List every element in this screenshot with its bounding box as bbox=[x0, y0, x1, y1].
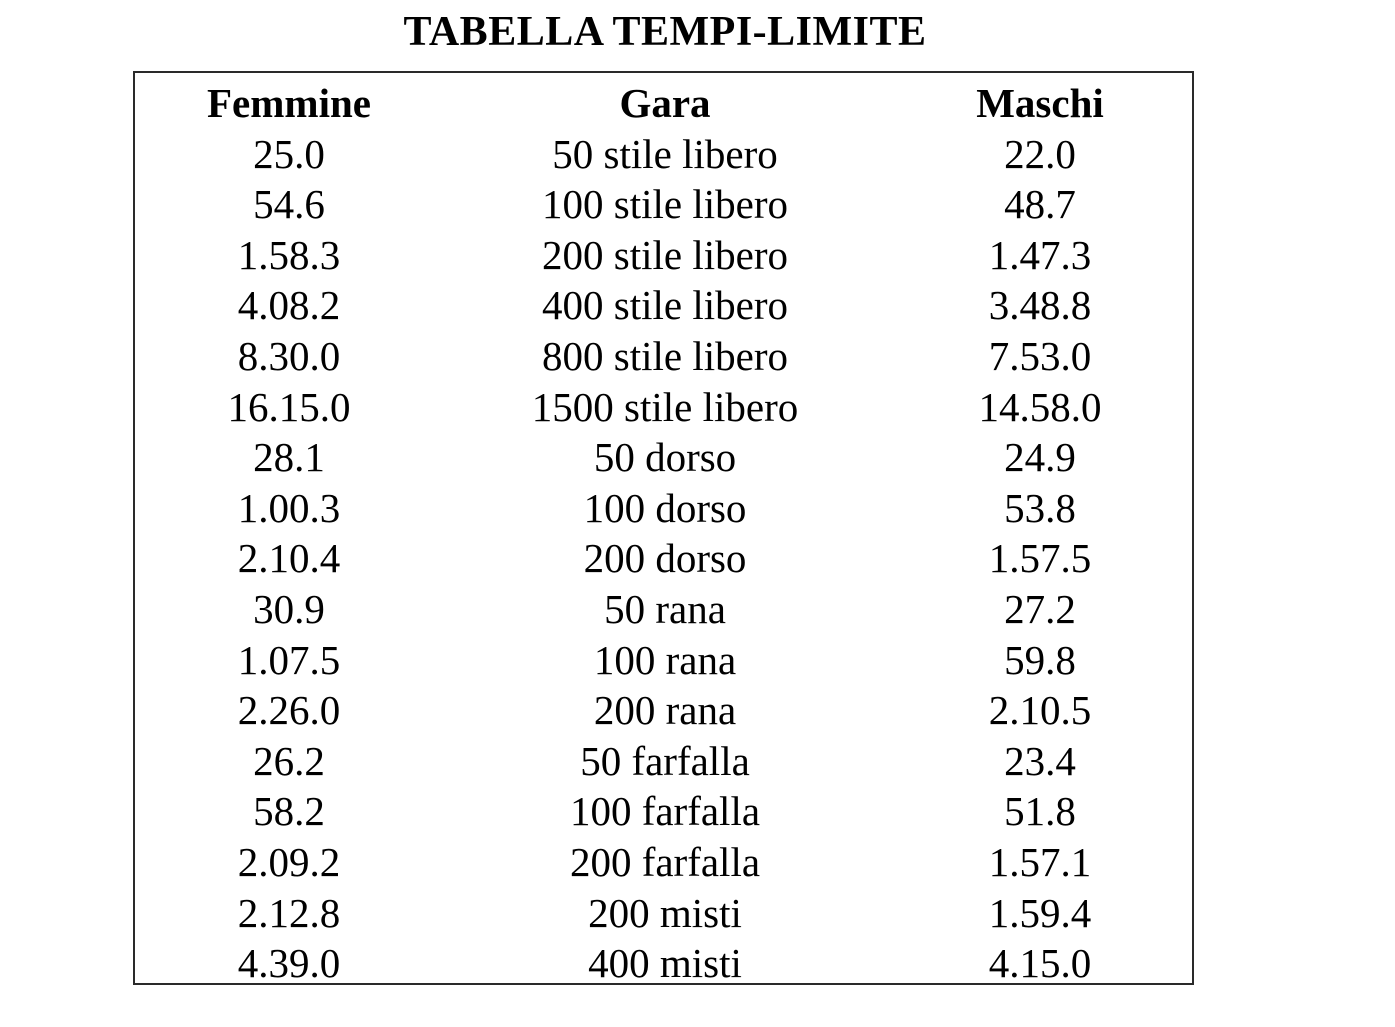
maschi-time-cell: 4.15.0 bbox=[988, 940, 1092, 987]
maschi-time-cell: 14.58.0 bbox=[978, 383, 1102, 430]
event-cell: 100 stile libero bbox=[542, 181, 788, 228]
event-cell: 400 misti bbox=[588, 940, 742, 987]
table-row bbox=[135, 382, 1192, 433]
maschi-time-cell: 1.57.5 bbox=[988, 535, 1092, 582]
maschi-time-cell: 48.7 bbox=[1004, 181, 1076, 228]
table-row bbox=[135, 432, 1192, 483]
event-cell: 200 misti bbox=[588, 889, 742, 936]
event-cell: 100 rana bbox=[593, 636, 737, 683]
table-row bbox=[135, 938, 1192, 989]
maschi-time-cell: 22.0 bbox=[1004, 130, 1076, 177]
maschi-time-cell: 59.8 bbox=[1004, 636, 1076, 683]
femmine-time-cell: 8.30.0 bbox=[237, 333, 341, 379]
event-cell: 200 farfalla bbox=[569, 839, 761, 885]
event-cell: 200 rana bbox=[593, 687, 737, 734]
maschi-time-cell: 7.53.0 bbox=[988, 333, 1092, 379]
table-row bbox=[135, 786, 1192, 837]
maschi-time-cell: 2.10.5 bbox=[988, 687, 1092, 734]
femmine-time-cell: 2.09.2 bbox=[237, 839, 341, 885]
table-row bbox=[135, 685, 1192, 736]
column-header-gara: Gara bbox=[619, 80, 711, 126]
femmine-time-cell: 1.00.3 bbox=[237, 484, 341, 531]
maschi-time-cell: 23.4 bbox=[1004, 737, 1076, 784]
femmine-time-cell: 1.07.5 bbox=[237, 636, 341, 683]
maschi-time-cell: 1.59.4 bbox=[988, 889, 1092, 936]
event-cell: 50 farfalla bbox=[580, 737, 750, 784]
maschi-time-cell: 51.8 bbox=[1004, 788, 1076, 835]
femmine-time-cell: 30.9 bbox=[253, 586, 325, 632]
table-row bbox=[135, 635, 1192, 686]
femmine-time-cell: 1.58.3 bbox=[237, 231, 341, 278]
femmine-time-cell: 2.10.4 bbox=[237, 535, 341, 582]
table-row bbox=[135, 331, 1192, 382]
maschi-time-cell: 3.48.8 bbox=[988, 282, 1092, 329]
maschi-time-cell: 53.8 bbox=[1004, 484, 1076, 531]
event-cell: 400 stile libero bbox=[542, 282, 788, 329]
femmine-time-cell: 26.2 bbox=[253, 737, 325, 784]
table-row bbox=[135, 483, 1192, 534]
table-row bbox=[135, 129, 1192, 180]
maschi-time-cell: 24.9 bbox=[1004, 434, 1076, 481]
event-cell: 800 stile libero bbox=[542, 333, 788, 379]
event-cell: 1500 stile libero bbox=[531, 383, 799, 430]
femmine-time-cell: 28.1 bbox=[253, 434, 325, 481]
maschi-time-cell: 1.47.3 bbox=[988, 231, 1092, 278]
table-row bbox=[135, 888, 1192, 939]
page-title: TABELLA TEMPI-LIMITE bbox=[403, 9, 927, 55]
table-row bbox=[135, 280, 1192, 331]
maschi-time-cell: 27.2 bbox=[1004, 586, 1076, 632]
column-header-maschi: Maschi bbox=[976, 80, 1104, 126]
maschi-time-cell: 1.57.1 bbox=[988, 839, 1092, 885]
table-row bbox=[135, 179, 1192, 230]
event-cell: 100 farfalla bbox=[569, 788, 761, 835]
femmine-time-cell: 4.08.2 bbox=[237, 282, 341, 329]
event-cell: 50 stile libero bbox=[552, 130, 778, 177]
table-row bbox=[135, 837, 1192, 888]
femmine-time-cell: 54.6 bbox=[253, 181, 325, 228]
column-header-femmine: Femmine bbox=[207, 80, 371, 126]
femmine-time-cell: 58.2 bbox=[253, 788, 325, 835]
femmine-time-cell: 16.15.0 bbox=[227, 383, 351, 430]
femmine-time-cell: 2.26.0 bbox=[237, 687, 341, 734]
event-cell: 50 rana bbox=[604, 586, 726, 632]
femmine-time-cell: 2.12.8 bbox=[237, 889, 341, 936]
event-cell: 100 dorso bbox=[583, 484, 747, 531]
femmine-time-cell: 4.39.0 bbox=[237, 940, 341, 987]
table-row bbox=[135, 736, 1192, 787]
table-row bbox=[135, 584, 1192, 635]
time-limits-table bbox=[133, 71, 1194, 985]
event-cell: 200 dorso bbox=[583, 535, 747, 582]
table-row bbox=[135, 230, 1192, 281]
table-row bbox=[135, 533, 1192, 584]
table-header-row bbox=[135, 78, 1192, 129]
event-cell: 50 dorso bbox=[593, 434, 737, 481]
femmine-time-cell: 25.0 bbox=[253, 130, 325, 177]
event-cell: 200 stile libero bbox=[542, 231, 788, 278]
